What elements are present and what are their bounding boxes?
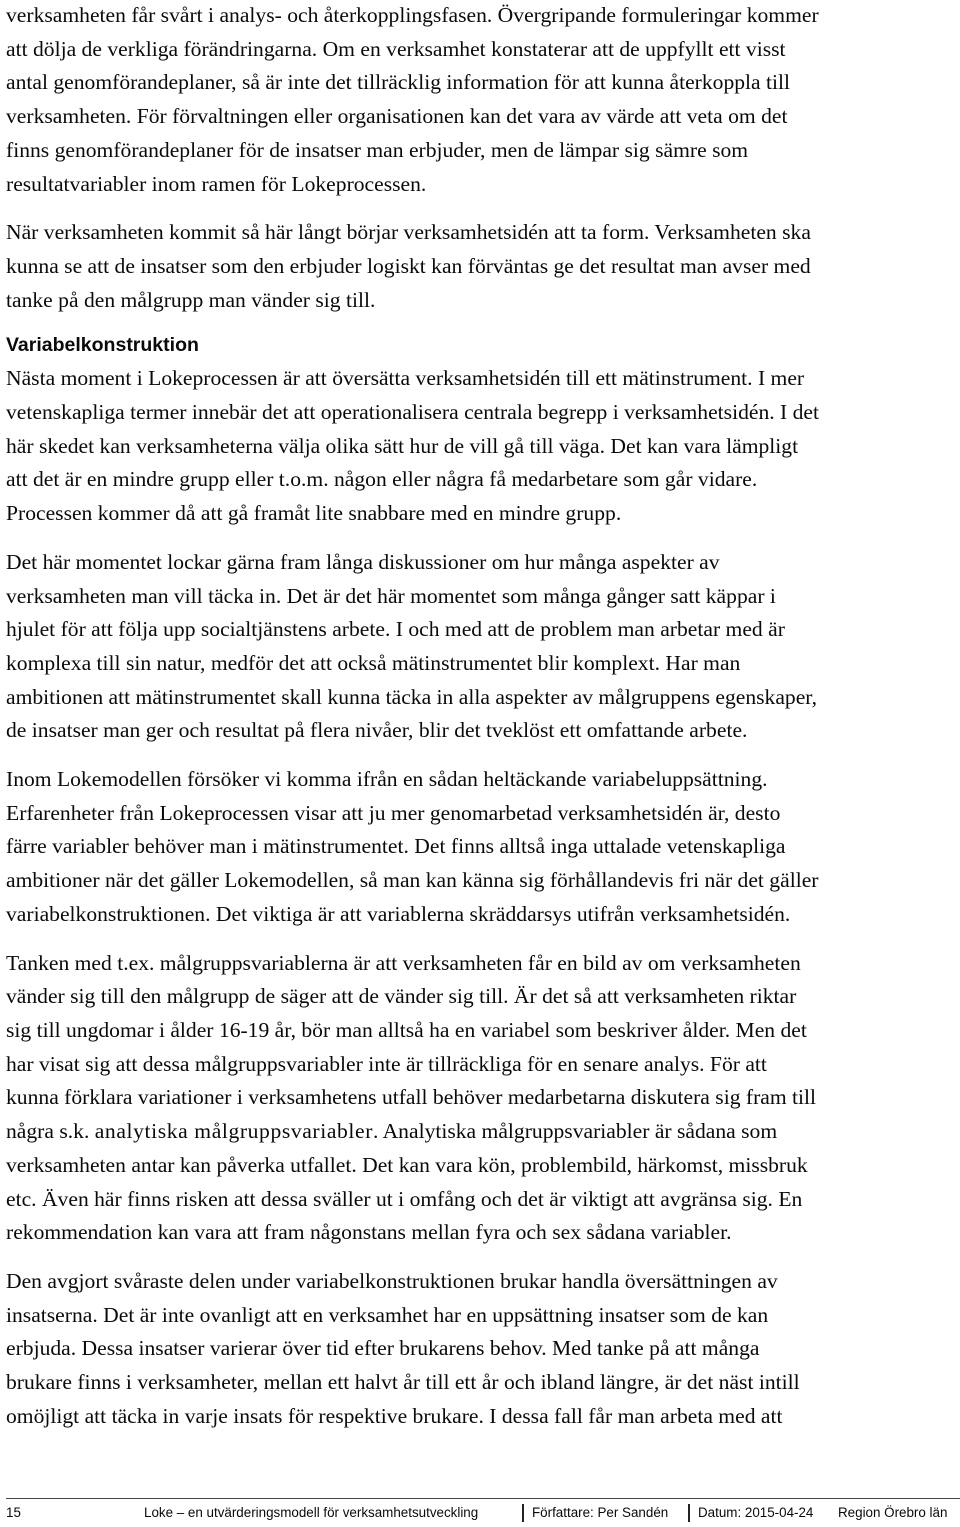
text-line: att dölja de verkliga förändringarna. Om en verksamhet konstaterar att de uppfyllt ett visst [6,36,786,61]
text-line: variabelkonstruktionen. Det viktiga är att variablerna skräddarsys utifrån verksamhetsidén. [6,901,791,926]
text-line: kunna se att de insatser som den erbjuder logiskt kan förväntas ge det resultat man avser med [6,253,811,278]
text-fragment: några s.k. [6,1119,95,1144]
text-line: tanke på den målgrupp man vänder sig till. [6,287,376,312]
text-fragment: . Analytiska målgruppsvariabler är sådana som [372,1119,778,1144]
text-line: Det här momentet lockar gärna fram långa diskussioner om hur många aspekter av [6,549,720,574]
paragraph-4 [6,546,956,748]
text-line: verksamheten man vill täcka in. Det är det här momentet som många gånger satt käppar i [6,583,776,608]
text-line: etc. Även här finns risken att dessa sväller ut i omfång och det är viktigt att avgränsa sig. En [6,1186,803,1211]
footer-author: Författare: Per Sandén [532,1505,669,1520]
page-footer [6,1501,960,1525]
text-line: Den avgjort svåraste delen under variabelkonstruktionen brukar handla översättningen av [6,1268,778,1293]
paragraph-6 [6,947,956,1250]
text-line: att det är en mindre grupp eller t.o.m. någon eller några få medarbetare som går vidare. [6,467,758,492]
text-line: har visat sig att dessa målgruppsvariabler inte är tillräckliga för en senare analys. För att [6,1051,767,1076]
text-line: hjulet för att följa upp socialtjänstens arbete. I och med att de problem man arbetar med är [6,617,785,642]
text-line: insatserna. Det är inte ovanligt att en verksamhet har en uppsättning insatser som de kan [6,1302,769,1327]
text-line: omöjligt att täcka in varje insats för respektive brukare. I dessa fall får man arbeta med att [6,1403,783,1428]
section-heading: Variabelkonstruktion [6,334,199,357]
footer-date: Datum: 2015-04-24 [698,1505,814,1520]
text-line: de insatser man ger och resultat på flera nivåer, blir det tveklöst ett omfattande arbete. [6,718,748,743]
text-line: erbjuda. Dessa insatser varierar över tid efter brukarens behov. Med tanke på att många [6,1336,760,1361]
text-line [6,1115,956,1149]
paragraph-3 [6,362,956,531]
spaced-term: analytiska målgruppsvariabler [94,1119,373,1144]
text-line: verksamheten får svårt i analys- och återkopplingsfasen. Övergripande formuleringar kommer [6,3,819,27]
text-line: finns genomförandeplaner för de insatser man erbjuder, men de lämpar sig sämre som [6,137,749,162]
text-line: kunna förklara variationer i verksamhetens utfall behöver medarbetarna diskutera sig fram till [6,1085,817,1110]
text-line: rekommendation kan vara att fram någonstans mellan fyra och sex sådana variabler. [6,1220,732,1245]
text-line: Nästa moment i Lokeprocessen är att översätta verksamhetsidén till ett mätinstrument. I mer [6,366,805,391]
footer-title: Loke – en utvärderingsmodell för verksamhetsutveckling [144,1505,479,1520]
paragraph-5 [6,763,956,932]
text-line: ambitioner när det gäller Lokemodellen, så man kan känna sig förhållandevis fri när det gäller [6,868,819,893]
footer-separator [688,1504,690,1522]
footer-rule [6,1498,960,1499]
text-line: När verksamheten kommit så här långt börjar verksamhetsidén att ta form. Verksamheten ska [6,220,811,245]
text-line: brukare finns i verksamheter, mellan ett halvt år till ett år och ibland längre, är det näst intill [6,1370,800,1395]
text-line: Erfarenheter från Lokeprocessen visar att ju mer genomarbetad verksamhetsidén är, desto [6,800,781,825]
text-line: färre variabler behöver man i mätinstrumentet. Det finns alltså inga uttalade vetenskapliga [6,834,786,859]
text-line: vänder sig till den målgrupp de säger att de vänder sig till. Är det så att verksamheten riktar [6,984,797,1009]
text-line: sig till ungdomar i ålder 16-19 år, bör man alltså ha en variabel som beskriver ålder. Men det [6,1017,807,1042]
text-line: här skedet kan verksamheterna välja olika sätt hur de vill gå till väga. Det kan vara lämpligt [6,433,799,458]
text-line: Inom Lokemodellen försöker vi komma ifrån en sådan heltäckande variabeluppsättning. [6,767,768,792]
footer-organization: Region Örebro län [838,1505,948,1520]
text-line: vetenskapliga termer innebär det att operationalisera centrala begrepp i verksamhetsidén. I det [6,400,820,425]
text-line: resultatvariabler inom ramen för Lokeprocessen. [6,171,427,196]
text-line: ambitionen att mätinstrumentet skall kunna täcka in alla aspekter av målgruppens egenskaper, [6,684,818,709]
text-line: verksamheten antar kan påverka utfallet. Det kan vara kön, problembild, härkomst, missbruk [6,1152,808,1177]
text-line: Tanken med t.ex. målgruppsvariablerna är att verksamheten får en bild av om verksamheten [6,950,801,975]
page-number: 15 [6,1505,21,1520]
paragraph-1 [6,0,956,201]
text-line: Processen kommer då att gå framåt lite snabbare med en mindre grupp. [6,501,622,526]
text-line: antal genomförandeplaner, så är inte det tillräcklig information för att kunna återkoppla till [6,70,791,95]
document-page [6,0,956,1448]
text-line: komplexa till sin natur, medför det att också mätinstrumentet blir komplext. Har man [6,650,741,675]
footer-separator [522,1504,524,1522]
text-line: verksamheten. För förvaltningen eller organisationen kan det vara av värde att veta om det [6,104,788,129]
paragraph-7 [6,1265,956,1434]
paragraph-2 [6,216,956,317]
